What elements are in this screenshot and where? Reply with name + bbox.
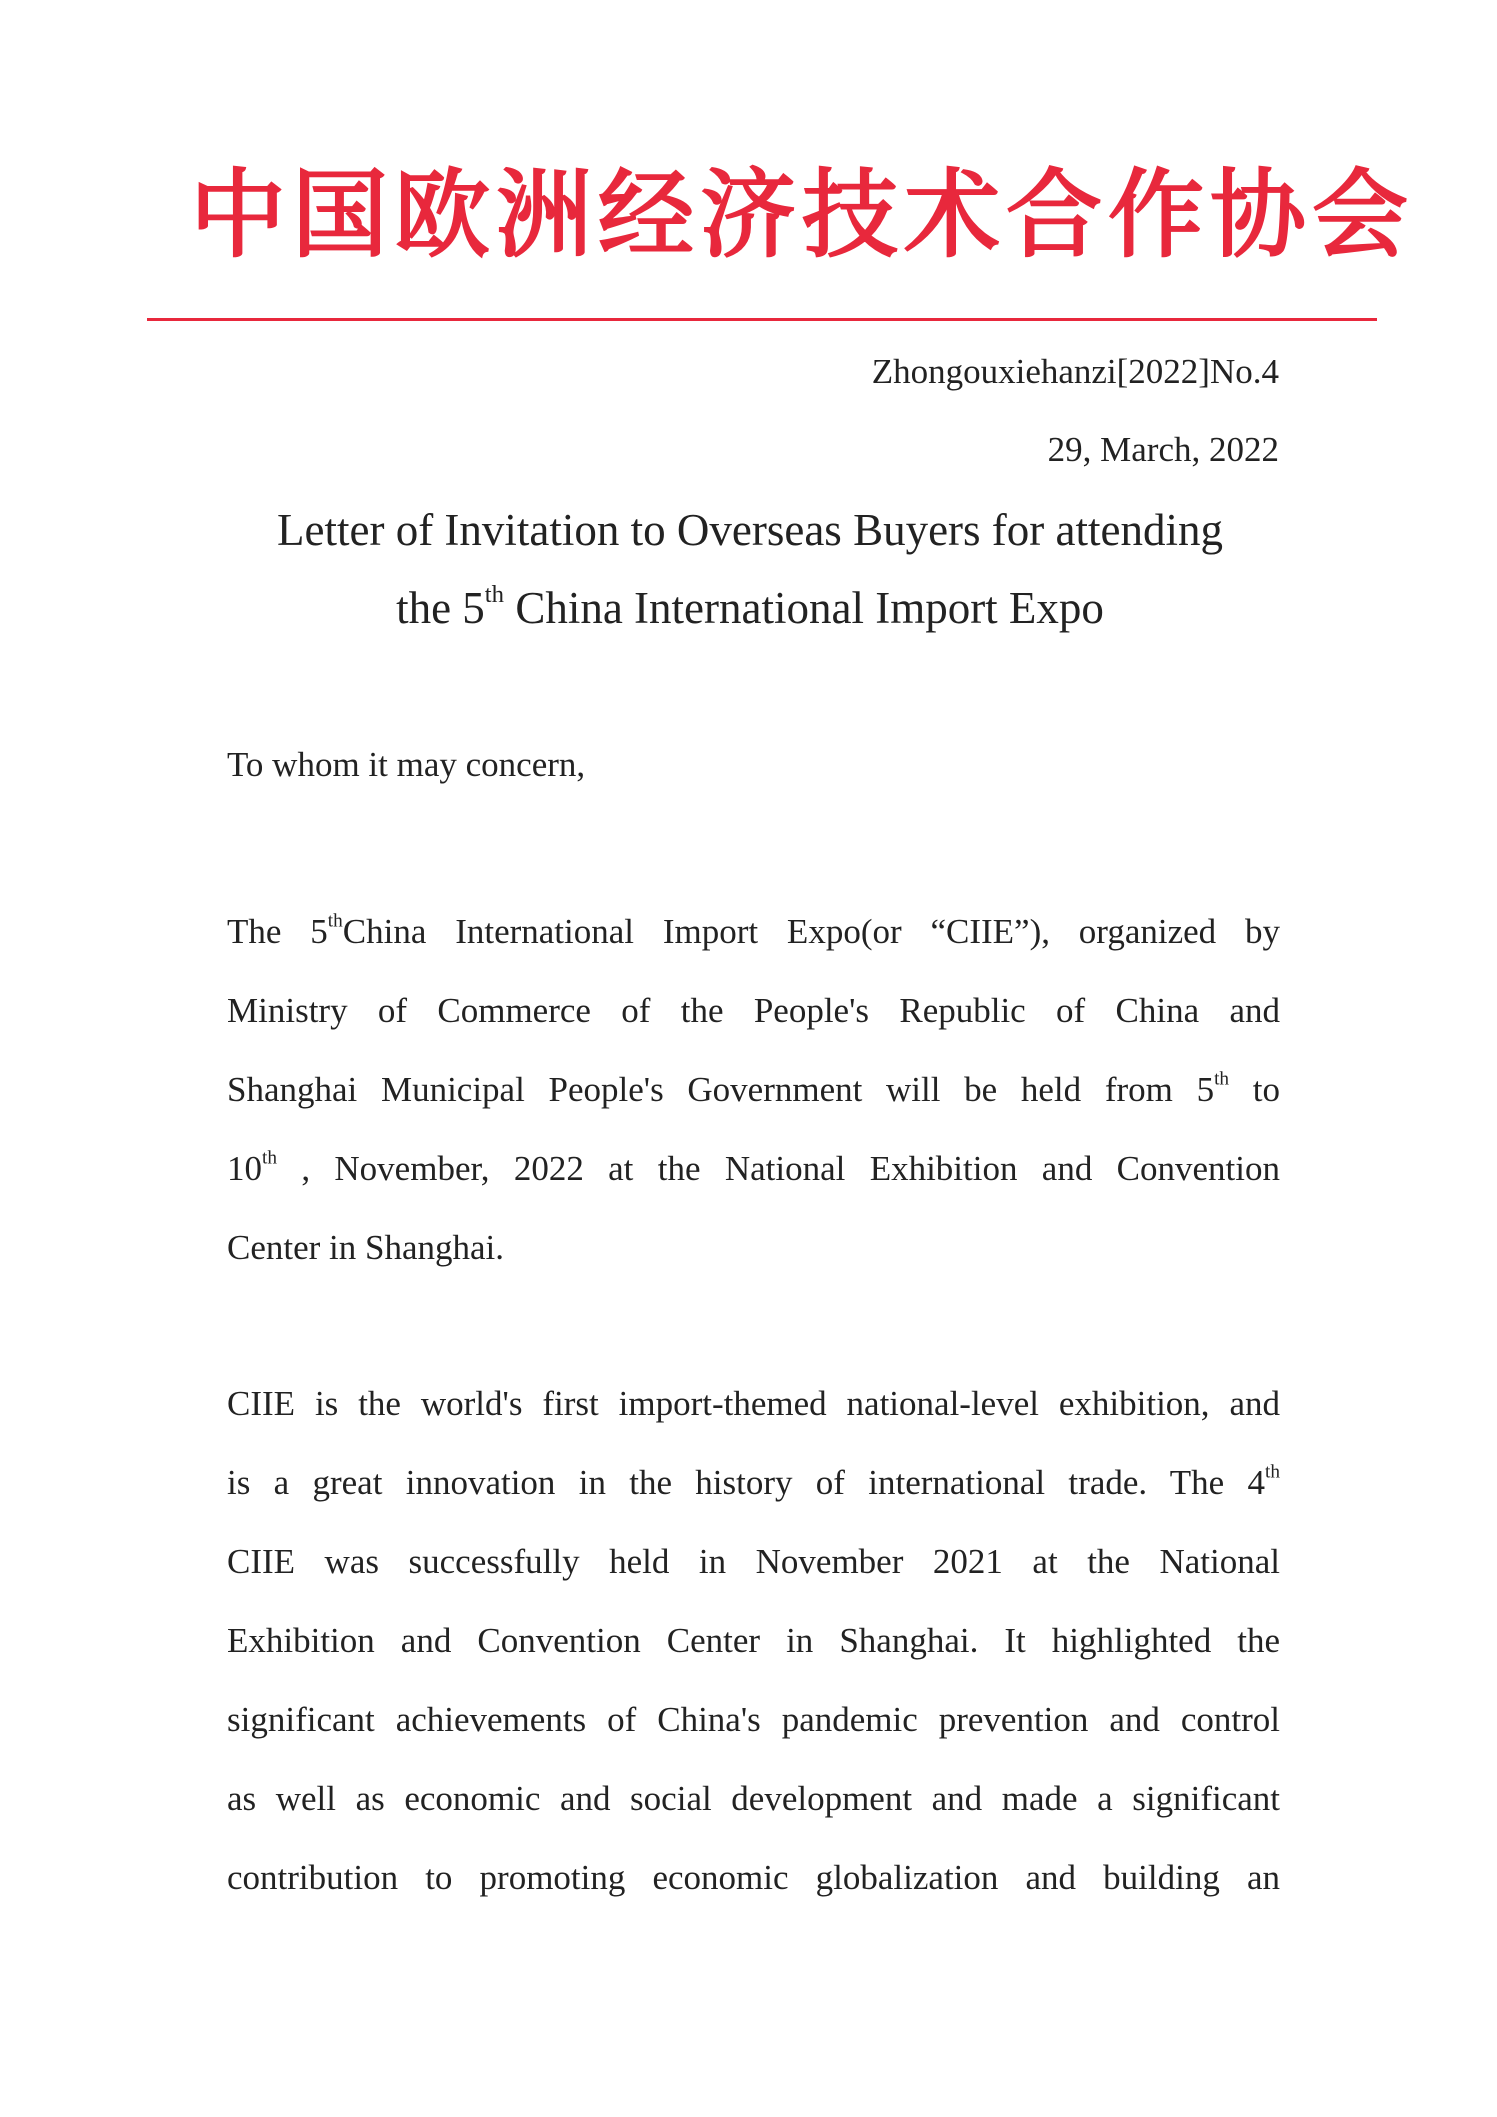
paragraph-line: CIIE was successfully held in November 2021 at the National — [227, 1542, 1280, 1581]
letterhead-divider — [147, 318, 1377, 321]
paragraph-line — [227, 1050, 1280, 1129]
paragraph-line: Center in Shanghai. — [227, 1228, 505, 1267]
paragraph-line: CIIE is the world's first import-themed national-level exhibition, and — [227, 1384, 1280, 1423]
ordinal-suffix: th — [1265, 1461, 1280, 1483]
title-text: the 5 — [396, 583, 485, 633]
paragraph-line: Exhibition and Convention Center in Shanghai. It highlighted the — [227, 1621, 1280, 1660]
text: The 5 — [227, 912, 328, 951]
paragraph-line — [227, 1129, 1280, 1208]
salutation: To whom it may concern, — [227, 745, 586, 784]
ordinal-suffix: th — [1214, 1068, 1230, 1090]
paragraph-line: Ministry of Commerce of the People's Republic of China and — [227, 991, 1280, 1030]
letter-date: 29, March, 2022 — [1047, 430, 1279, 469]
paragraph-line: contribution to promoting economic globalization and building an — [227, 1858, 1280, 1897]
text: to — [1229, 1070, 1280, 1109]
reference-number: Zhongouxiehanzi[2022]No.4 — [871, 352, 1279, 391]
paragraph-line — [227, 1443, 1280, 1522]
paragraph-line: significant achievements of China's pandemic prevention and control — [227, 1700, 1280, 1739]
text: 10 — [227, 1149, 262, 1188]
letter-title-line-1: Letter of Invitation to Overseas Buyers for attending — [277, 505, 1223, 555]
ordinal-suffix: th — [262, 1147, 277, 1169]
paragraph-2 — [227, 1364, 1280, 1917]
text: , November, 2022 at the National Exhibition and Convention — [276, 1149, 1280, 1188]
ordinal-suffix: th — [484, 580, 505, 608]
paragraph-line: as well as economic and social development and made a significant — [227, 1779, 1280, 1818]
letter-title-line-2 — [200, 580, 1300, 633]
ordinal-suffix: th — [327, 910, 343, 932]
letterhead-org-name: 中国欧洲经济技术合作协会 — [190, 159, 1414, 271]
text: China International Import Expo(or “CIIE”), organized by — [342, 912, 1280, 951]
paragraph-1 — [227, 892, 1280, 1287]
paragraph-line — [227, 892, 1280, 971]
text: is a great innovation in the history of international trade. The 4 — [227, 1463, 1266, 1502]
title-text: China International Import Expo — [504, 583, 1104, 633]
text: Shanghai Municipal People's Government will be held from 5 — [227, 1070, 1215, 1109]
